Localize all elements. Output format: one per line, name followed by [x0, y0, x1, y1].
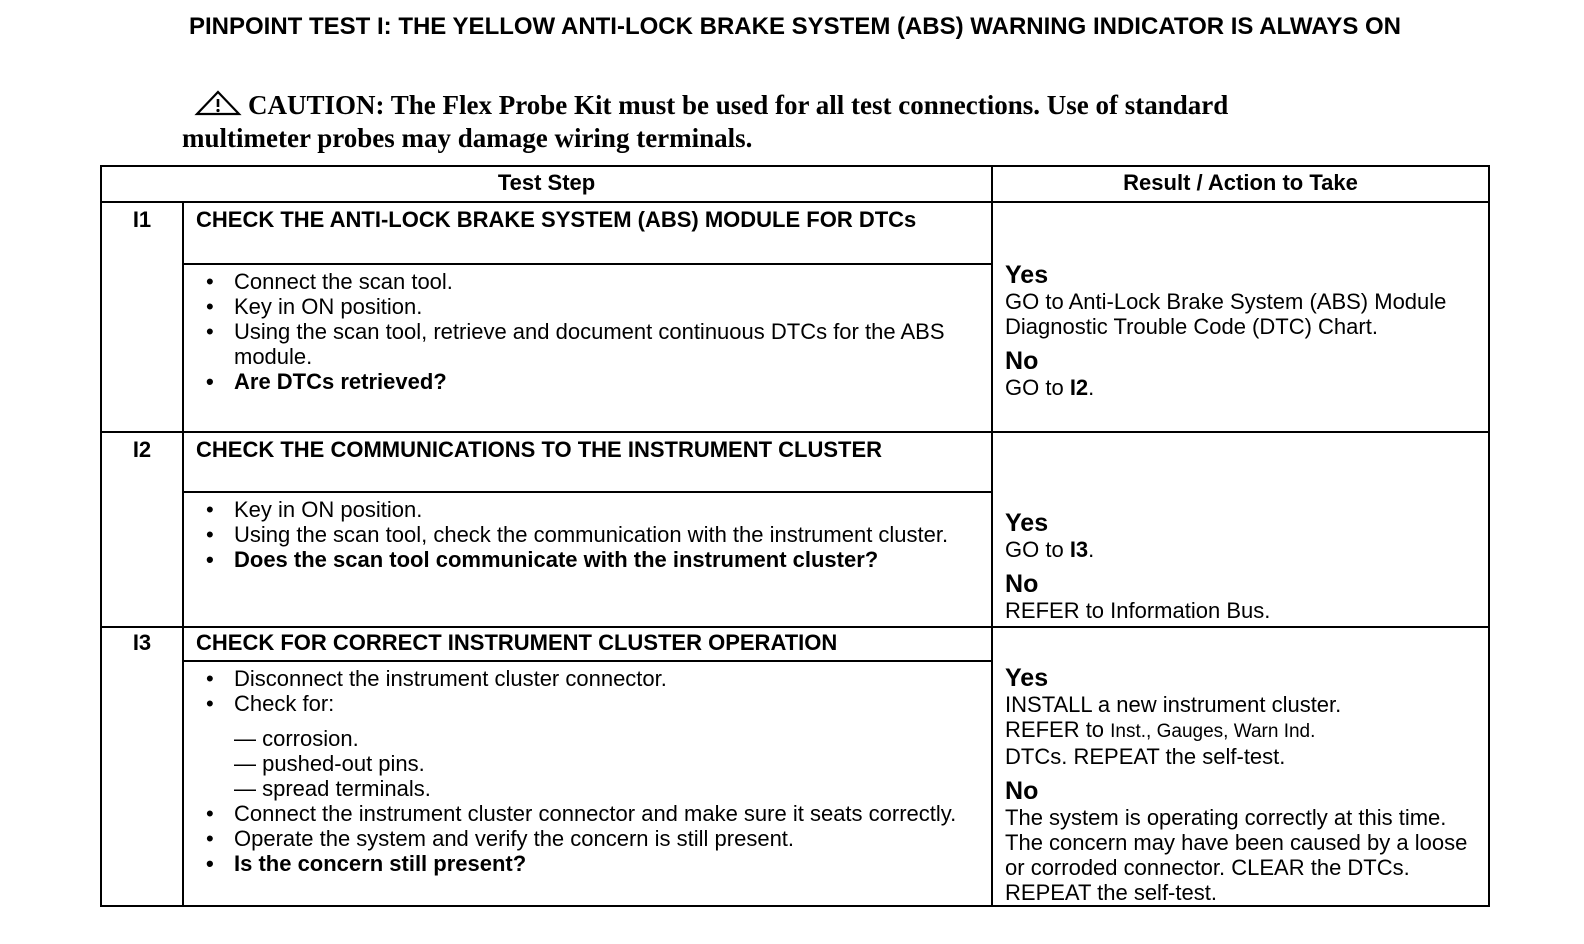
- list-item: • Connect the instrument cluster connector and make sure it seats correctly.: [206, 801, 957, 827]
- yes-label: Yes: [1005, 509, 1049, 537]
- header-test-step: Test Step: [101, 166, 992, 202]
- no-label: No: [1005, 347, 1039, 375]
- pinpoint-test-table: [100, 165, 1490, 907]
- step-instructions: [183, 661, 992, 906]
- table-row: [101, 627, 1489, 661]
- step-id: I1: [101, 202, 183, 264]
- header-result-action: Result / Action to Take: [992, 166, 1489, 202]
- no-action: GO to I2.: [1005, 375, 1095, 400]
- yes-action-line: INSTALL a new instrument cluster.: [1005, 692, 1342, 717]
- table-row: [101, 432, 1489, 492]
- list-item: • Key in ON position.: [206, 294, 423, 319]
- list-item: • Are DTCs retrieved?: [206, 369, 447, 394]
- list-item: • Is the concern still present?: [206, 851, 527, 877]
- no-action: The system is operating correctly at this time. The concern may have been caused by a loose or corroded connector. CLEAR the DTCs. REPEAT the self-test.: [1005, 805, 1468, 905]
- list-item: • Disconnect the instrument cluster connector.: [206, 666, 667, 692]
- step-heading: CHECK THE COMMUNICATIONS TO THE INSTRUMENT CLUSTER: [183, 432, 992, 492]
- warning-triangle-icon: [194, 90, 242, 123]
- list-subitem: — pushed-out pins.: [234, 751, 425, 777]
- reference-link[interactable]: Inst., Gauges, Warn Ind.: [1110, 721, 1316, 742]
- step-id: I2: [101, 432, 183, 492]
- yes-label: Yes: [1005, 261, 1049, 289]
- step-result: [992, 627, 1489, 906]
- yes-action-line: REFER to Inst., Gauges, Warn Ind.: [1005, 717, 1316, 742]
- step-instructions: [183, 492, 992, 627]
- step-heading: CHECK THE ANTI-LOCK BRAKE SYSTEM (ABS) MODULE FOR DTCs: [183, 202, 992, 264]
- step-heading: CHECK FOR CORRECT INSTRUMENT CLUSTER OPERATION: [183, 627, 992, 661]
- step-result: [992, 202, 1489, 432]
- list-item: • Using the scan tool, retrieve and document continuous DTCs for the ABS module.: [206, 319, 945, 369]
- list-item: • Using the scan tool, check the communication with the instrument cluster.: [206, 522, 949, 547]
- yes-action: GO to I3.: [1005, 537, 1095, 562]
- list-subitem: — spread terminals.: [234, 776, 431, 802]
- list-item: • Key in ON position.: [206, 497, 423, 522]
- caution-note: [182, 90, 1302, 154]
- list-item: • Does the scan tool communicate with the instrument cluster?: [206, 547, 879, 572]
- step-id: I3: [101, 627, 183, 661]
- page-title: PINPOINT TEST I: THE YELLOW ANTI-LOCK BRAKE SYSTEM (ABS) WARNING INDICATOR IS ALWAYS ON: [188, 13, 1402, 40]
- yes-label: Yes: [1005, 664, 1049, 692]
- no-label: No: [1005, 570, 1039, 598]
- table-row: [101, 202, 1489, 264]
- step-reference-link[interactable]: I2: [1069, 375, 1089, 400]
- step-instructions: [183, 264, 992, 432]
- caution-text: CAUTION: The Flex Probe Kit must be used for all test connections. Use of standard multimeter probes may damage wiring terminals.: [182, 90, 1229, 153]
- list-item: • Connect the scan tool.: [206, 269, 453, 294]
- no-label: No: [1005, 777, 1039, 805]
- table-header-row: [101, 166, 1489, 202]
- yes-action: GO to Anti-Lock Brake System (ABS) Module Diagnostic Trouble Code (DTC) Chart.: [1005, 289, 1447, 339]
- no-action: REFER to Information Bus.: [1005, 598, 1271, 623]
- list-item: • Operate the system and verify the concern is still present.: [206, 826, 795, 852]
- list-item: • Check for:: [206, 691, 335, 717]
- yes-action-line: DTCs. REPEAT the self-test.: [1005, 744, 1286, 769]
- step-reference-link[interactable]: I3: [1069, 537, 1089, 562]
- step-result: [992, 432, 1489, 627]
- list-subitem: — corrosion.: [234, 726, 359, 752]
